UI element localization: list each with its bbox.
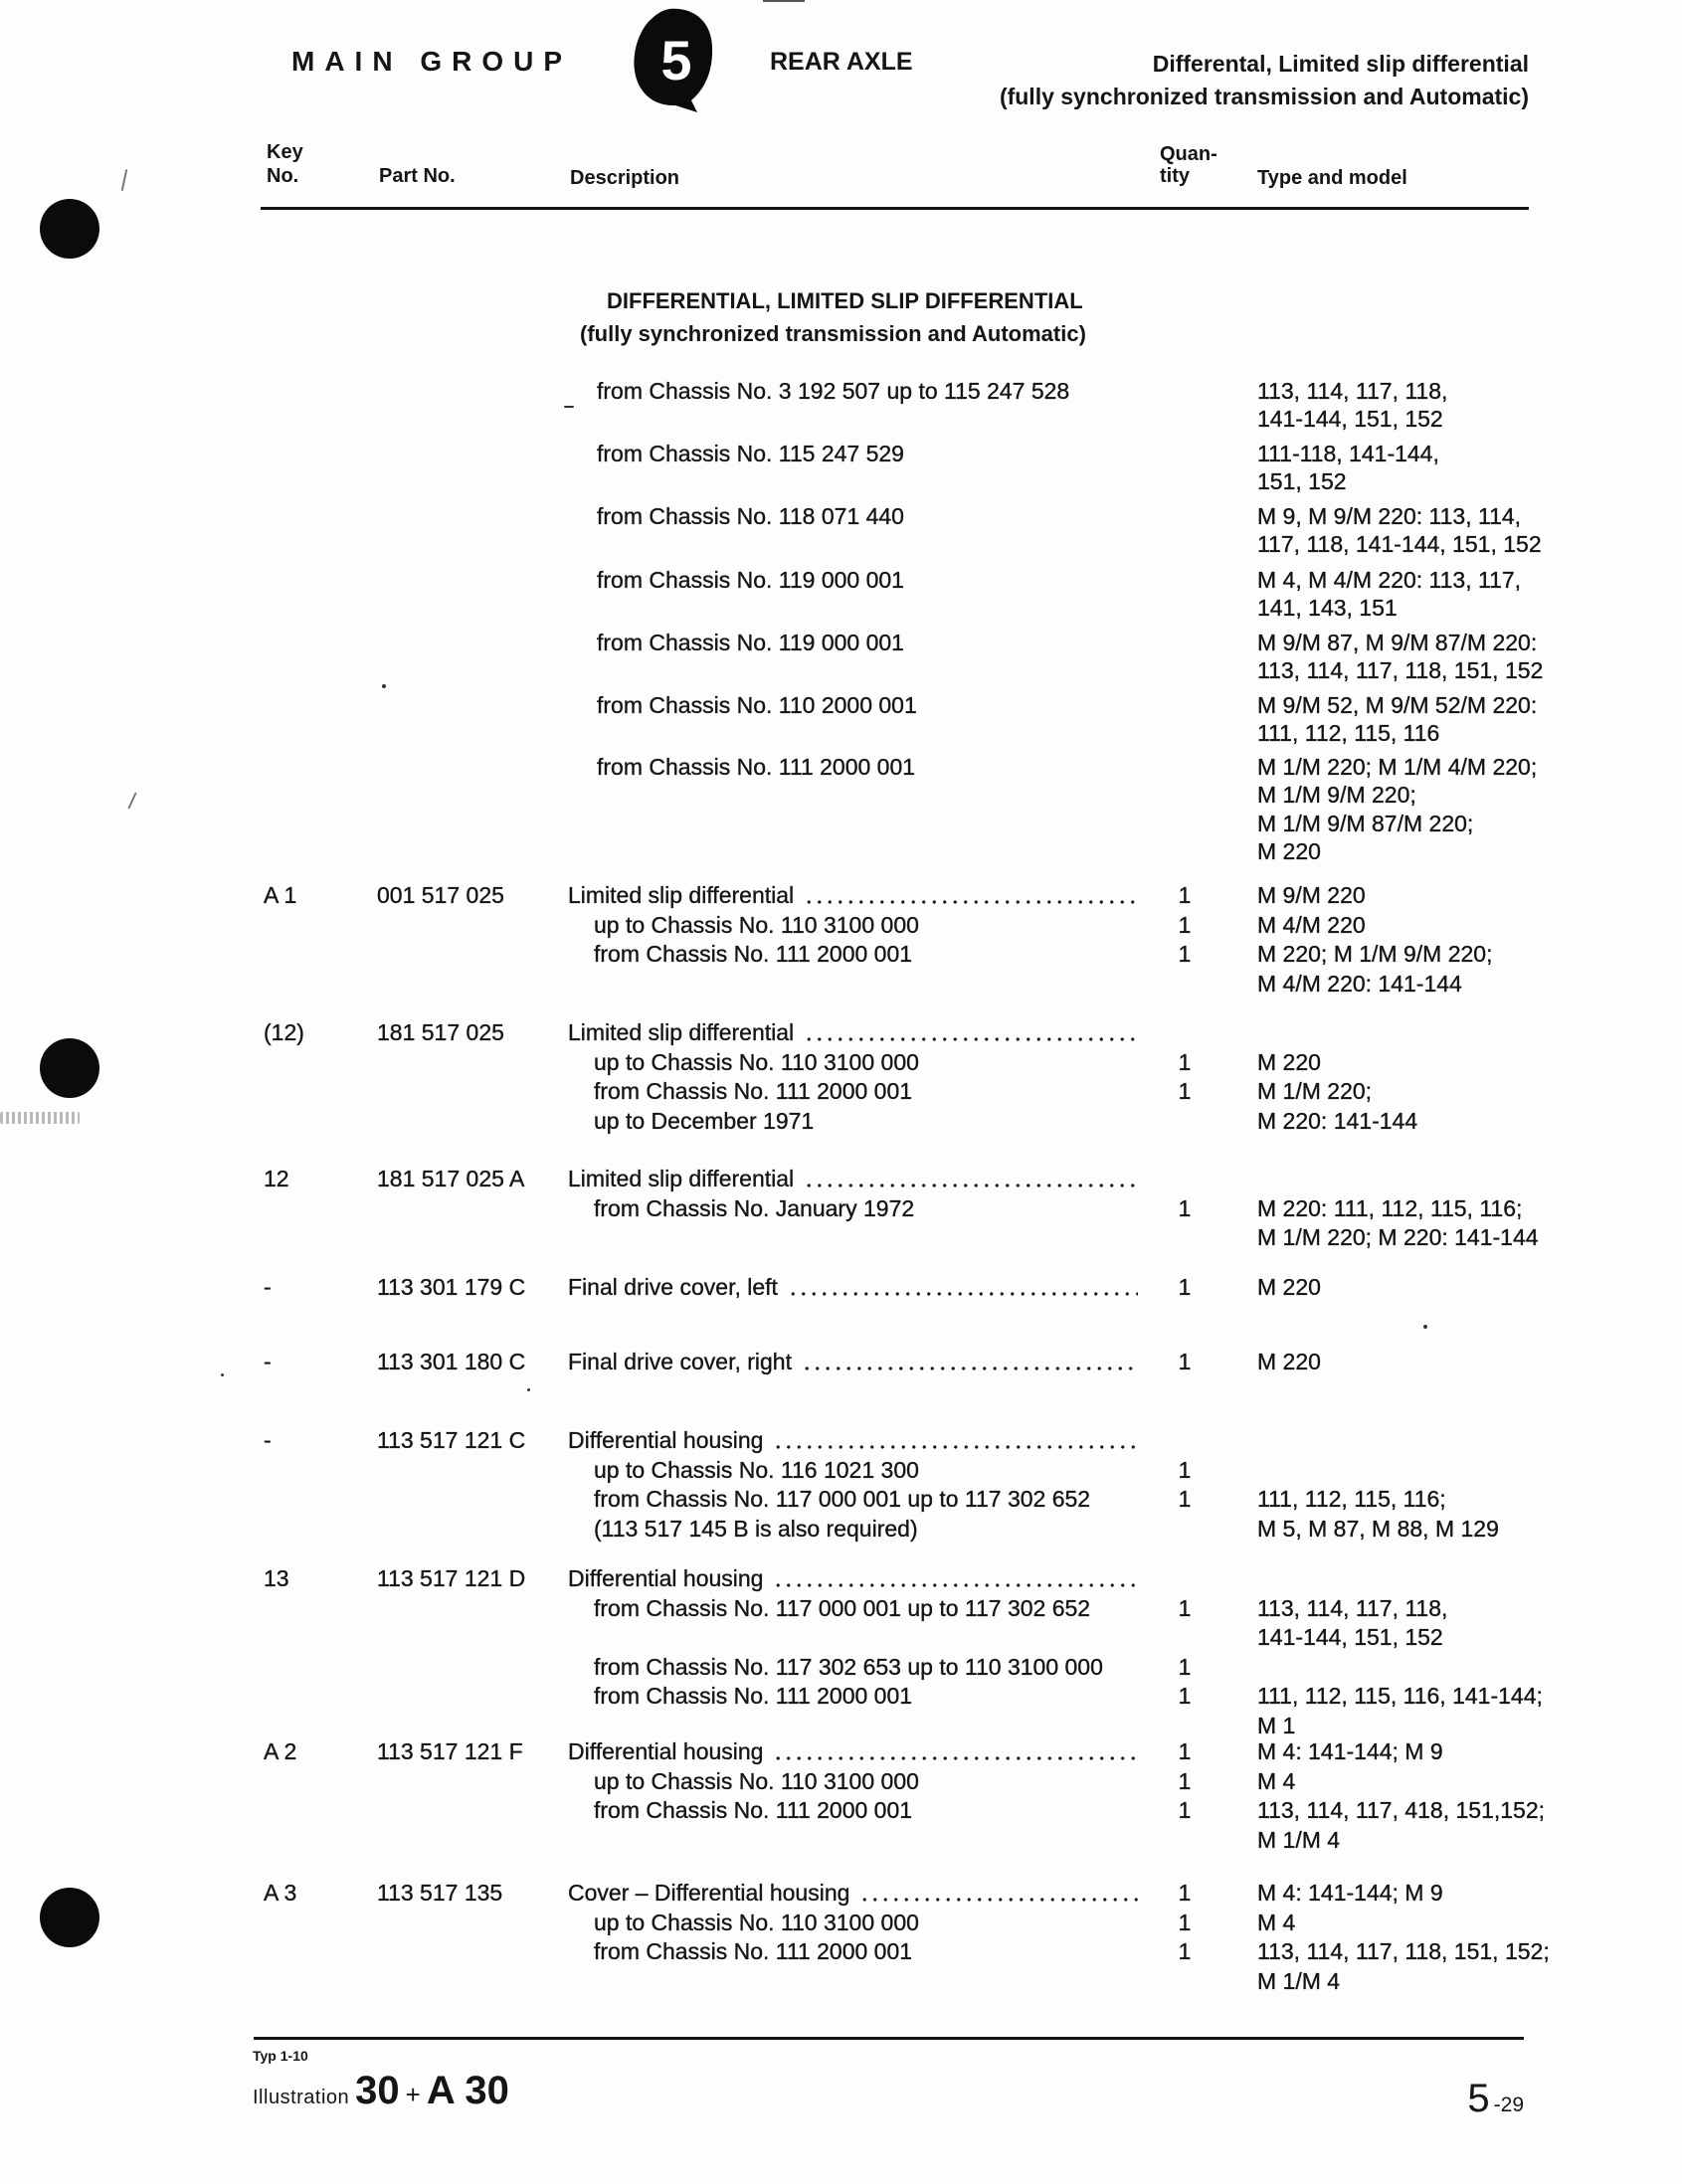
part-description xyxy=(568,1273,1138,1303)
applicability-line xyxy=(0,405,1682,434)
page-section: 5 xyxy=(1467,2077,1490,2120)
part-line xyxy=(0,1515,1682,1545)
key-no: - xyxy=(264,1427,272,1454)
part-line xyxy=(0,1682,1682,1712)
chassis-range: from Chassis No. 118 071 440 xyxy=(597,502,904,529)
scan-speck xyxy=(527,1388,530,1391)
part-entry xyxy=(0,1564,1682,1740)
part-line xyxy=(0,1826,1682,1856)
part-line xyxy=(0,1909,1682,1938)
main-group-label: MAIN GROUP xyxy=(291,46,572,77)
quantity: 1 xyxy=(1178,1797,1192,1824)
illustration-joiner: + xyxy=(405,2080,421,2109)
illustration-number-alt: A 30 xyxy=(426,2069,509,2112)
scan-speck xyxy=(763,0,805,2)
type-and-model: M 1/M 9/M 220; xyxy=(1257,782,1416,809)
header-rule xyxy=(261,207,1529,210)
key-no: 12 xyxy=(264,1166,289,1192)
type-and-model: 111, 112, 115, 116, 141-144; xyxy=(1257,1683,1543,1710)
dot-leader xyxy=(771,1564,1138,1594)
dot-leader xyxy=(802,881,1138,911)
description-text: Differential housing xyxy=(568,1427,764,1454)
part-line xyxy=(0,1564,1682,1594)
applicability-note: from Chassis No. 111 2000 001 xyxy=(594,1078,913,1105)
type-and-model: M 4/M 220: 141-144 xyxy=(1257,970,1462,997)
description-text: Differential housing xyxy=(568,1565,764,1592)
applicability-note: up to Chassis No. 110 3100 000 xyxy=(594,1048,919,1075)
type-and-model: 141, 143, 151 xyxy=(1257,595,1398,622)
key-no: 13 xyxy=(264,1565,289,1592)
group-name: REAR AXLE xyxy=(770,48,913,76)
part-entry xyxy=(0,1737,1682,1855)
part-line xyxy=(0,1048,1682,1078)
footer-rule xyxy=(254,2037,1524,2040)
part-line xyxy=(0,1223,1682,1253)
quantity: 1 xyxy=(1178,1048,1192,1075)
type-and-model: 113, 114, 117, 418, 151,152; xyxy=(1257,1797,1546,1824)
binder-hole xyxy=(40,199,99,259)
description-text: Limited slip differential xyxy=(568,882,795,909)
part-number: 113 301 179 C xyxy=(377,1274,526,1301)
type-and-model: M 1/M 9/M 87/M 220; xyxy=(1257,810,1474,836)
chassis-range: from Chassis No. 110 2000 001 xyxy=(597,691,917,718)
section-subtitle: (fully synchronized transmission and Automatic) xyxy=(580,321,1086,346)
type-and-model: M 1/M 220; M 220: 141-144 xyxy=(1257,1224,1539,1251)
part-line xyxy=(0,1623,1682,1653)
type-and-model: 113, 114, 117, 118, xyxy=(1257,1594,1448,1621)
part-line xyxy=(0,1767,1682,1797)
group-number: 5 xyxy=(660,29,692,91)
quantity: 1 xyxy=(1178,1738,1192,1765)
description-text: Limited slip differential xyxy=(568,1166,795,1192)
page-title: Differental, Limited slip differential xyxy=(1152,51,1529,77)
scan-speck xyxy=(121,169,128,191)
description-text: Limited slip differential xyxy=(568,1019,795,1046)
part-entry xyxy=(0,1348,1682,1377)
column-header-key: Key xyxy=(267,141,303,163)
dot-leader xyxy=(786,1273,1138,1303)
section-title: DIFFERENTIAL, LIMITED SLIP DIFFERENTIAL xyxy=(607,288,1083,313)
applicability-note: from Chassis No. 117 000 001 up to 117 302 652 xyxy=(594,1594,1091,1621)
type-and-model: M 4, M 4/M 220: 113, 117, xyxy=(1257,566,1522,593)
type-and-model: M 4 xyxy=(1257,1909,1296,1935)
description-text: Final drive cover, left xyxy=(568,1274,778,1301)
chassis-range: from Chassis No. 115 247 529 xyxy=(597,440,904,466)
type-and-model: 151, 152 xyxy=(1257,468,1347,495)
column-header-description: Description xyxy=(570,167,680,189)
type-and-model: M 220 xyxy=(1257,1349,1321,1375)
applicability-line xyxy=(0,377,1682,406)
applicability-line xyxy=(0,530,1682,559)
type-and-model: 141-144, 151, 152 xyxy=(1257,406,1443,433)
part-description xyxy=(568,1879,1138,1909)
applicability-line xyxy=(0,566,1682,595)
key-no: A 3 xyxy=(264,1880,297,1907)
quantity: 1 xyxy=(1178,1194,1192,1221)
applicability-entry xyxy=(0,566,1682,623)
quantity: 1 xyxy=(1178,941,1192,968)
quantity: 1 xyxy=(1178,911,1192,938)
type-and-model: M 4: 141-144; M 9 xyxy=(1257,1880,1443,1907)
type-and-model: M 1/M 4 xyxy=(1257,1967,1341,1994)
type-and-model: M 220 xyxy=(1257,1274,1321,1301)
quantity: 1 xyxy=(1178,1078,1192,1105)
part-description xyxy=(568,1018,1138,1048)
type-and-model: M 220 xyxy=(1257,1048,1321,1075)
part-line xyxy=(0,1107,1682,1137)
part-line xyxy=(0,1273,1682,1303)
part-description xyxy=(568,1737,1138,1767)
part-number: 113 517 135 xyxy=(377,1880,503,1907)
type-and-model: 113, 114, 117, 118, 151, 152; xyxy=(1257,1938,1550,1965)
part-description xyxy=(568,1564,1138,1594)
illustration-label: Illustration xyxy=(253,2087,350,2108)
type-and-model: M 4: 141-144; M 9 xyxy=(1257,1738,1443,1765)
column-header-quantity: Quan- xyxy=(1160,143,1217,165)
type-and-model: 111-118, 141-144, xyxy=(1257,440,1439,466)
quantity: 1 xyxy=(1178,882,1192,909)
applicability-line xyxy=(0,656,1682,685)
group-number-badge xyxy=(632,7,714,113)
type-and-model: M 220 xyxy=(1257,838,1321,865)
applicability-entry xyxy=(0,502,1682,559)
part-entry xyxy=(0,1018,1682,1136)
type-and-model: M 220; M 1/M 9/M 220; xyxy=(1257,941,1493,968)
part-line xyxy=(0,1879,1682,1909)
applicability-note: up to Chassis No. 110 3100 000 xyxy=(594,911,919,938)
part-entry xyxy=(0,1426,1682,1544)
applicability-note: (113 517 145 B is also required) xyxy=(594,1515,918,1542)
quantity: 1 xyxy=(1178,1274,1192,1301)
illustration-reference xyxy=(253,2069,509,2113)
part-number: 001 517 025 xyxy=(377,882,504,909)
type-and-model: M 4 xyxy=(1257,1767,1296,1794)
key-no: - xyxy=(264,1274,272,1301)
quantity: 1 xyxy=(1178,1909,1192,1935)
column-header-quantity: tity xyxy=(1160,165,1190,187)
applicability-note: up to Chassis No. 116 1021 300 xyxy=(594,1456,919,1483)
type-and-model: 141-144, 151, 152 xyxy=(1257,1624,1443,1651)
part-line xyxy=(0,1594,1682,1624)
applicability-line xyxy=(0,467,1682,496)
type-range: Typ 1-10 xyxy=(253,2048,308,2064)
part-line xyxy=(0,970,1682,1000)
applicability-note: from Chassis No. 117 000 001 up to 117 302 652 xyxy=(594,1486,1091,1513)
part-line xyxy=(0,1737,1682,1767)
quantity: 1 xyxy=(1178,1349,1192,1375)
applicability-line xyxy=(0,691,1682,720)
quantity: 1 xyxy=(1178,1767,1192,1794)
applicability-note: from Chassis No. 111 2000 001 xyxy=(594,1683,913,1710)
column-header-type-and-model: Type and model xyxy=(1257,167,1407,189)
column-header-part-no: Part No. xyxy=(379,165,456,187)
dot-leader xyxy=(800,1348,1138,1377)
part-entry xyxy=(0,1273,1682,1303)
key-no: A 2 xyxy=(264,1738,297,1765)
type-and-model: 111, 112, 115, 116 xyxy=(1257,720,1440,747)
part-line xyxy=(0,1348,1682,1377)
type-and-model: M 220: 111, 112, 115, 116; xyxy=(1257,1194,1523,1221)
type-and-model: M 5, M 87, M 88, M 129 xyxy=(1257,1515,1499,1542)
quantity: 1 xyxy=(1178,1880,1192,1907)
applicability-line xyxy=(0,629,1682,657)
applicability-entry xyxy=(0,629,1682,685)
type-and-model: M 1 xyxy=(1257,1712,1296,1738)
applicability-note: up to Chassis No. 110 3100 000 xyxy=(594,1909,919,1935)
scan-speck xyxy=(1423,1325,1427,1329)
type-and-model: M 1/M 220; M 1/M 4/M 220; xyxy=(1257,753,1538,780)
applicability-note: from Chassis No. 111 2000 001 xyxy=(594,1797,913,1824)
type-and-model: 113, 114, 117, 118, xyxy=(1257,377,1448,404)
part-line xyxy=(0,1485,1682,1515)
type-and-model: M 220: 141-144 xyxy=(1257,1107,1418,1134)
quantity: 1 xyxy=(1178,1683,1192,1710)
applicability-note: up to Chassis No. 110 3100 000 xyxy=(594,1767,919,1794)
part-number: 113 301 180 C xyxy=(377,1349,526,1375)
part-line xyxy=(0,1653,1682,1683)
part-number: 113 517 121 C xyxy=(377,1427,526,1454)
chassis-range: from Chassis No. 119 000 001 xyxy=(597,629,904,655)
part-line xyxy=(0,1165,1682,1194)
quantity: 1 xyxy=(1178,1938,1192,1965)
type-and-model: M 9/M 220 xyxy=(1257,882,1366,909)
part-number: 181 517 025 xyxy=(377,1019,504,1046)
dot-leader xyxy=(802,1165,1138,1194)
applicability-line xyxy=(0,502,1682,531)
part-description xyxy=(568,1348,1138,1377)
applicability-note: from Chassis No. 117 302 653 up to 110 3100 000 xyxy=(594,1653,1103,1680)
type-and-model: M 1/M 220; xyxy=(1257,1078,1373,1105)
page-subtitle: (fully synchronized transmission and Automatic) xyxy=(999,84,1529,109)
applicability-line xyxy=(0,594,1682,623)
type-and-model: M 9/M 52, M 9/M 52/M 220: xyxy=(1257,691,1538,718)
dot-leader xyxy=(771,1426,1138,1456)
key-no: - xyxy=(264,1349,272,1375)
type-and-model: M 9, M 9/M 220: 113, 114, xyxy=(1257,502,1522,529)
type-and-model: M 9/M 87, M 9/M 87/M 220: xyxy=(1257,629,1538,655)
key-no: A 1 xyxy=(264,882,297,909)
quantity: 1 xyxy=(1178,1456,1192,1483)
page-number-suffix: -29 xyxy=(1493,2093,1524,2116)
part-line xyxy=(0,940,1682,970)
part-line xyxy=(0,881,1682,911)
part-line xyxy=(0,1194,1682,1224)
applicability-note: from Chassis No. January 1972 xyxy=(594,1194,915,1221)
illustration-number: 30 xyxy=(355,2069,400,2112)
description-text: Cover – Differential housing xyxy=(568,1880,850,1907)
part-line xyxy=(0,1456,1682,1486)
type-and-model: M 1/M 4 xyxy=(1257,1826,1341,1853)
key-no: (12) xyxy=(264,1019,304,1046)
part-line xyxy=(0,1077,1682,1107)
applicability-note: from Chassis No. 111 2000 001 xyxy=(594,941,913,968)
part-line xyxy=(0,1426,1682,1456)
part-description xyxy=(568,1165,1138,1194)
applicability-line xyxy=(0,753,1682,782)
applicability-entry xyxy=(0,377,1682,434)
part-line xyxy=(0,1937,1682,1967)
applicability-note: from Chassis No. 111 2000 001 xyxy=(594,1938,913,1965)
type-and-model: M 4/M 220 xyxy=(1257,911,1366,938)
applicability-line xyxy=(0,781,1682,810)
type-and-model: 117, 118, 141-144, 151, 152 xyxy=(1257,531,1542,558)
page-number xyxy=(1467,2077,1524,2121)
part-entry xyxy=(0,881,1682,999)
chassis-range: from Chassis No. 119 000 001 xyxy=(597,566,904,593)
applicability-line xyxy=(0,810,1682,838)
part-line xyxy=(0,1018,1682,1048)
applicability-entry xyxy=(0,753,1682,866)
part-number: 113 517 121 D xyxy=(377,1565,526,1592)
quantity: 1 xyxy=(1178,1653,1192,1680)
part-line xyxy=(0,911,1682,941)
chassis-range: from Chassis No. 111 2000 001 xyxy=(597,753,916,780)
column-header-key: No. xyxy=(267,165,299,187)
applicability-note: up to December 1971 xyxy=(594,1107,815,1134)
description-text: Final drive cover, right xyxy=(568,1349,792,1375)
part-line xyxy=(0,1796,1682,1826)
dot-leader xyxy=(857,1879,1138,1909)
dot-leader xyxy=(771,1737,1138,1767)
part-description xyxy=(568,1426,1138,1456)
description-text: Differential housing xyxy=(568,1738,764,1765)
applicability-line xyxy=(0,837,1682,866)
part-line xyxy=(0,1967,1682,1997)
applicability-entry xyxy=(0,691,1682,748)
quantity: 1 xyxy=(1178,1486,1192,1513)
part-entry xyxy=(0,1165,1682,1253)
applicability-line xyxy=(0,440,1682,468)
applicability-entry xyxy=(0,440,1682,496)
part-description xyxy=(568,881,1138,911)
dot-leader xyxy=(802,1018,1138,1048)
part-number: 181 517 025 A xyxy=(377,1166,525,1192)
part-line xyxy=(0,1712,1682,1741)
part-entry xyxy=(0,1879,1682,1996)
type-and-model: 113, 114, 117, 118, 151, 152 xyxy=(1257,657,1544,684)
type-and-model: 111, 112, 115, 116; xyxy=(1257,1486,1446,1513)
chassis-range: from Chassis No. 3 192 507 up to 115 247 528 xyxy=(597,377,1070,404)
applicability-line xyxy=(0,719,1682,748)
quantity: 1 xyxy=(1178,1594,1192,1621)
part-number: 113 517 121 F xyxy=(377,1738,523,1765)
